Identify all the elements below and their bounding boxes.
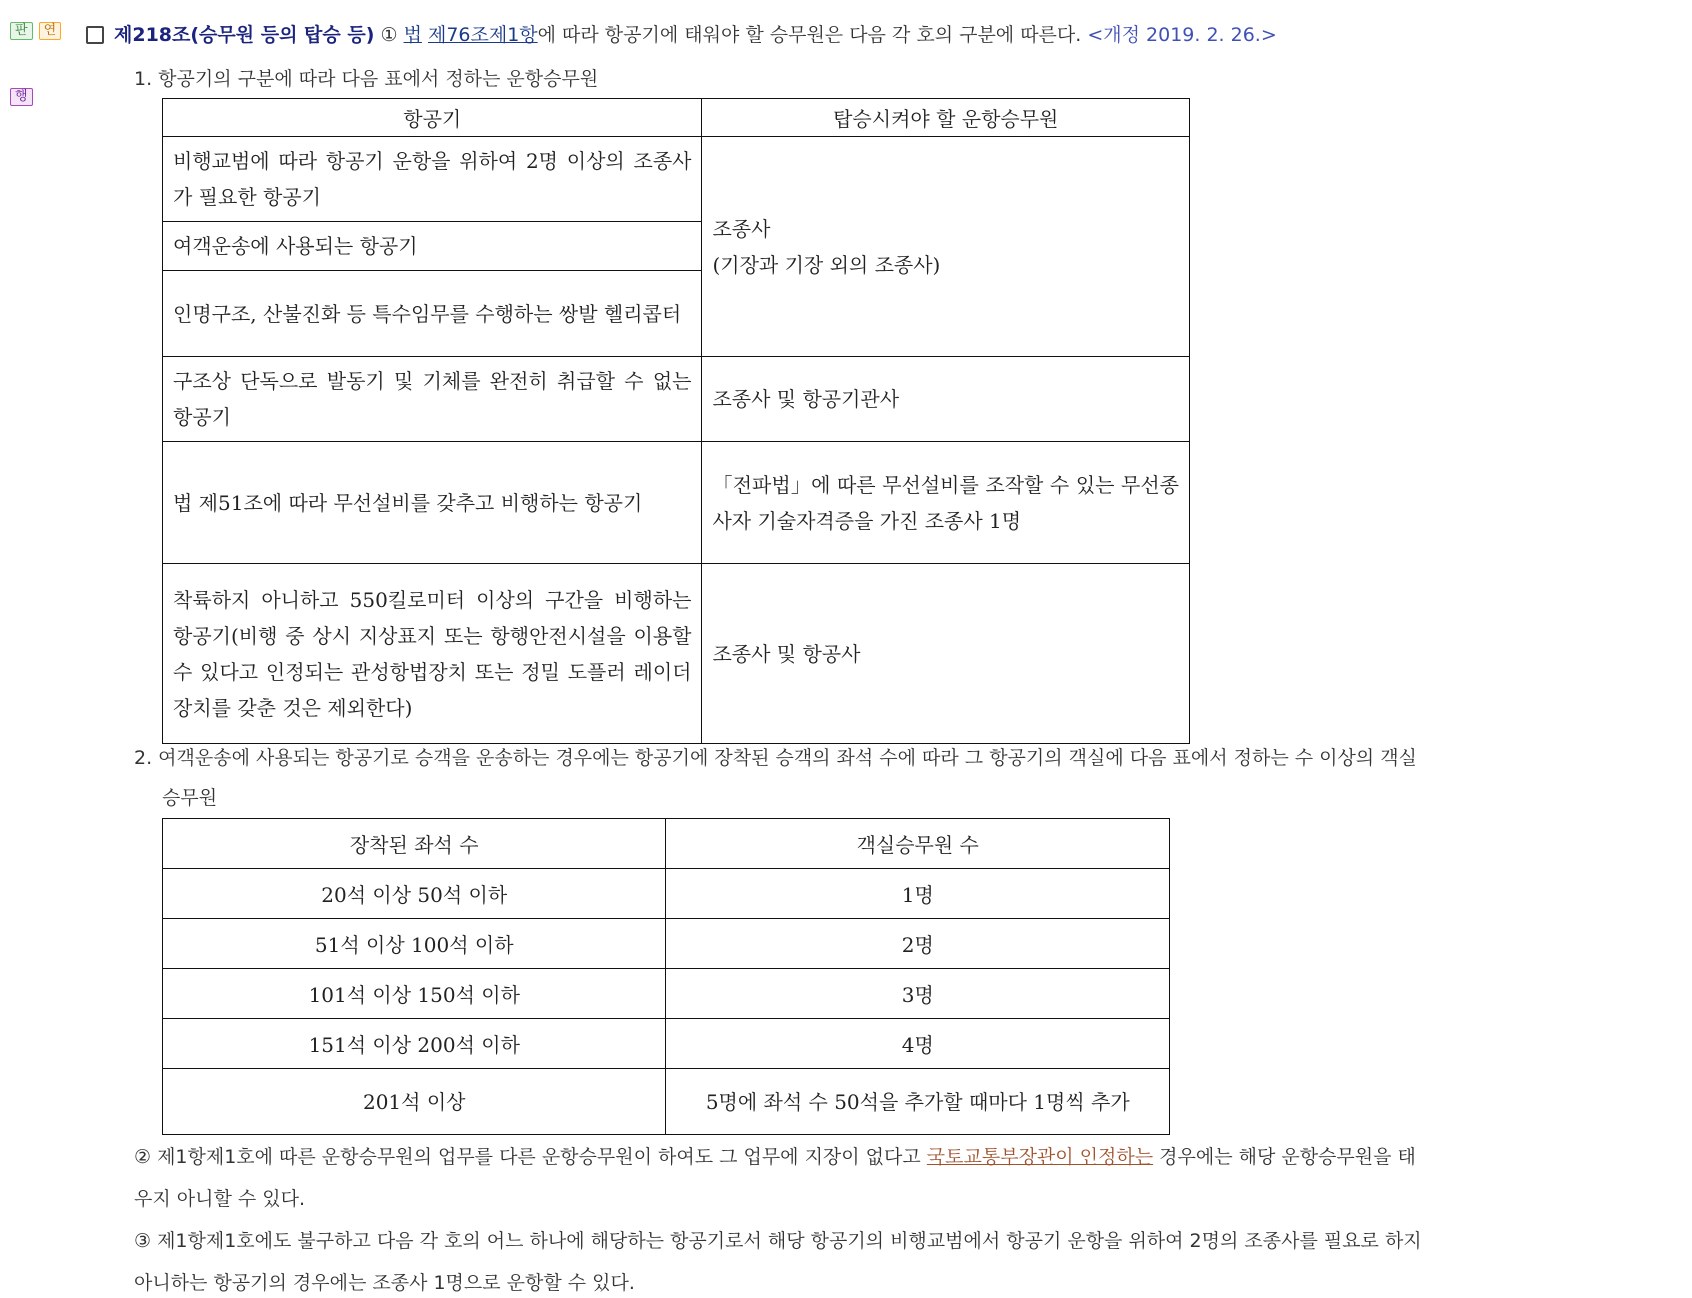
seats-cell: 101석 이상 150석 이하 (163, 969, 666, 1019)
cabin-crew-cell: 4명 (666, 1019, 1170, 1069)
article-checkbox[interactable] (86, 26, 104, 44)
paragraph-3 (134, 1220, 1682, 1298)
flight-crew-table (162, 98, 1190, 744)
crew-cell: 조종사 및 항공기관사 (702, 357, 1190, 442)
table-header: 장착된 좌석 수 (163, 819, 666, 869)
aircraft-cell: 착륙하지 아니하고 550킬로미터 이상의 구간을 비행하는 항공기(비행 중 상시 지상표지 또는 항행안전시설을 이용할 수 있다고 인정되는 관성항법장치 또는 정밀 도플러 레이더 장치를 갖춘 것은 제외한다) (163, 564, 702, 744)
item-2-line: 승무원 (162, 787, 218, 809)
item-2 (134, 738, 1682, 818)
item-2-line: 2. 여객운송에 사용되는 항공기로 승객을 운송하는 경우에는 항공기에 장착된 승객의 좌석 수에 따라 그 항공기의 객실에 다음 표에서 정하는 수 이상의 객실 (134, 747, 1417, 769)
article-title: 제218조(승무원 등의 탑승 등) (114, 24, 375, 46)
paragraph-2-text: ② 제1항제1호에 따른 운항승무원의 업무를 다른 운항승무원이 하여도 그 업무에 지장이 없다고 (134, 1146, 927, 1168)
table-row (163, 357, 1190, 442)
cabin-crew-cell: 1명 (666, 869, 1170, 919)
aircraft-cell: 여객운송에 사용되는 항공기 (163, 222, 702, 271)
history-badge[interactable]: 연 (39, 22, 62, 40)
cabin-crew-cell: 2명 (666, 919, 1170, 969)
law-article-link[interactable]: 제76조제1항 (427, 24, 538, 46)
crew-line: (기장과 기장 외의 조종사) (712, 252, 941, 277)
table-row (163, 1019, 1170, 1069)
amendment-note: <개정 2019. 2. 26.> (1087, 24, 1277, 46)
seats-cell: 51석 이상 100석 이하 (163, 919, 666, 969)
seats-cell: 20석 이상 50석 이하 (163, 869, 666, 919)
paragraph-2-text: 경우에는 해당 운항승무원을 태 (1153, 1146, 1416, 1168)
table-row (163, 869, 1170, 919)
table-row (163, 137, 1190, 222)
paragraph-3-line: ③ 제1항제1호에도 불구하고 다음 각 호의 어느 하나에 해당하는 항공기로서 해당 항공기의 비행교범에서 항공기 운항을 위하여 2명의 조종사를 필요로 하지 (134, 1230, 1422, 1252)
table-row (163, 564, 1190, 744)
table-row (163, 442, 1190, 564)
minister-approval-link[interactable]: 국토교통부장관이 인정하는 (926, 1146, 1154, 1168)
admin-rule-badge[interactable]: 행 (10, 88, 33, 106)
seats-cell: 151석 이상 200석 이하 (163, 1019, 666, 1069)
aircraft-cell: 구조상 단독으로 발동기 및 기체를 완전히 취급할 수 없는 항공기 (163, 357, 702, 442)
aircraft-cell: 인명구조, 산불진화 등 특수임무를 수행하는 쌍발 헬리콥터 (163, 271, 702, 357)
crew-cell-merged (702, 137, 1190, 357)
table-row (163, 919, 1170, 969)
aircraft-cell: 법 제51조에 따라 무선설비를 갖추고 비행하는 항공기 (163, 442, 702, 564)
paragraph-3-line: 아니하는 항공기의 경우에는 조종사 1명으로 운항할 수 있다. (134, 1272, 635, 1294)
badge-column (10, 22, 82, 106)
clause-text: 에 따라 항공기에 태워야 할 승무원은 다음 각 호의 구분에 따른다. (537, 24, 1082, 46)
table-row (163, 969, 1170, 1019)
cabin-crew-cell: 5명에 좌석 수 50석을 추가할 때마다 1명씩 추가 (666, 1069, 1170, 1135)
cabin-crew-cell: 3명 (666, 969, 1170, 1019)
paragraph-2 (134, 1136, 1682, 1220)
table-row (163, 1069, 1170, 1135)
paragraph-2-line: 우지 아니할 수 있다. (134, 1188, 305, 1210)
clause-number: ① (380, 24, 398, 46)
table-header: 탑승시켜야 할 운항승무원 (702, 99, 1190, 137)
item-1: 1. 항공기의 구분에 따라 다음 표에서 정하는 운항승무원 (134, 68, 599, 90)
crew-cell: 「전파법」에 따른 무선설비를 조작할 수 있는 무선종사자 기술자격증을 가진 조종사 1명 (702, 442, 1190, 564)
crew-cell: 조종사 및 항공사 (702, 564, 1190, 744)
table-header: 객실승무원 수 (666, 819, 1170, 869)
law-link[interactable]: 법 (403, 24, 422, 46)
article-header (114, 20, 1277, 47)
aircraft-cell: 비행교범에 따라 항공기 운항을 위하여 2명 이상의 조종사가 필요한 항공기 (163, 137, 702, 222)
table-header: 항공기 (163, 99, 702, 137)
cabin-crew-table (162, 818, 1170, 1135)
seats-cell: 201석 이상 (163, 1069, 666, 1135)
precedent-badge[interactable]: 판 (10, 22, 33, 40)
crew-line: 조종사 (712, 216, 771, 241)
